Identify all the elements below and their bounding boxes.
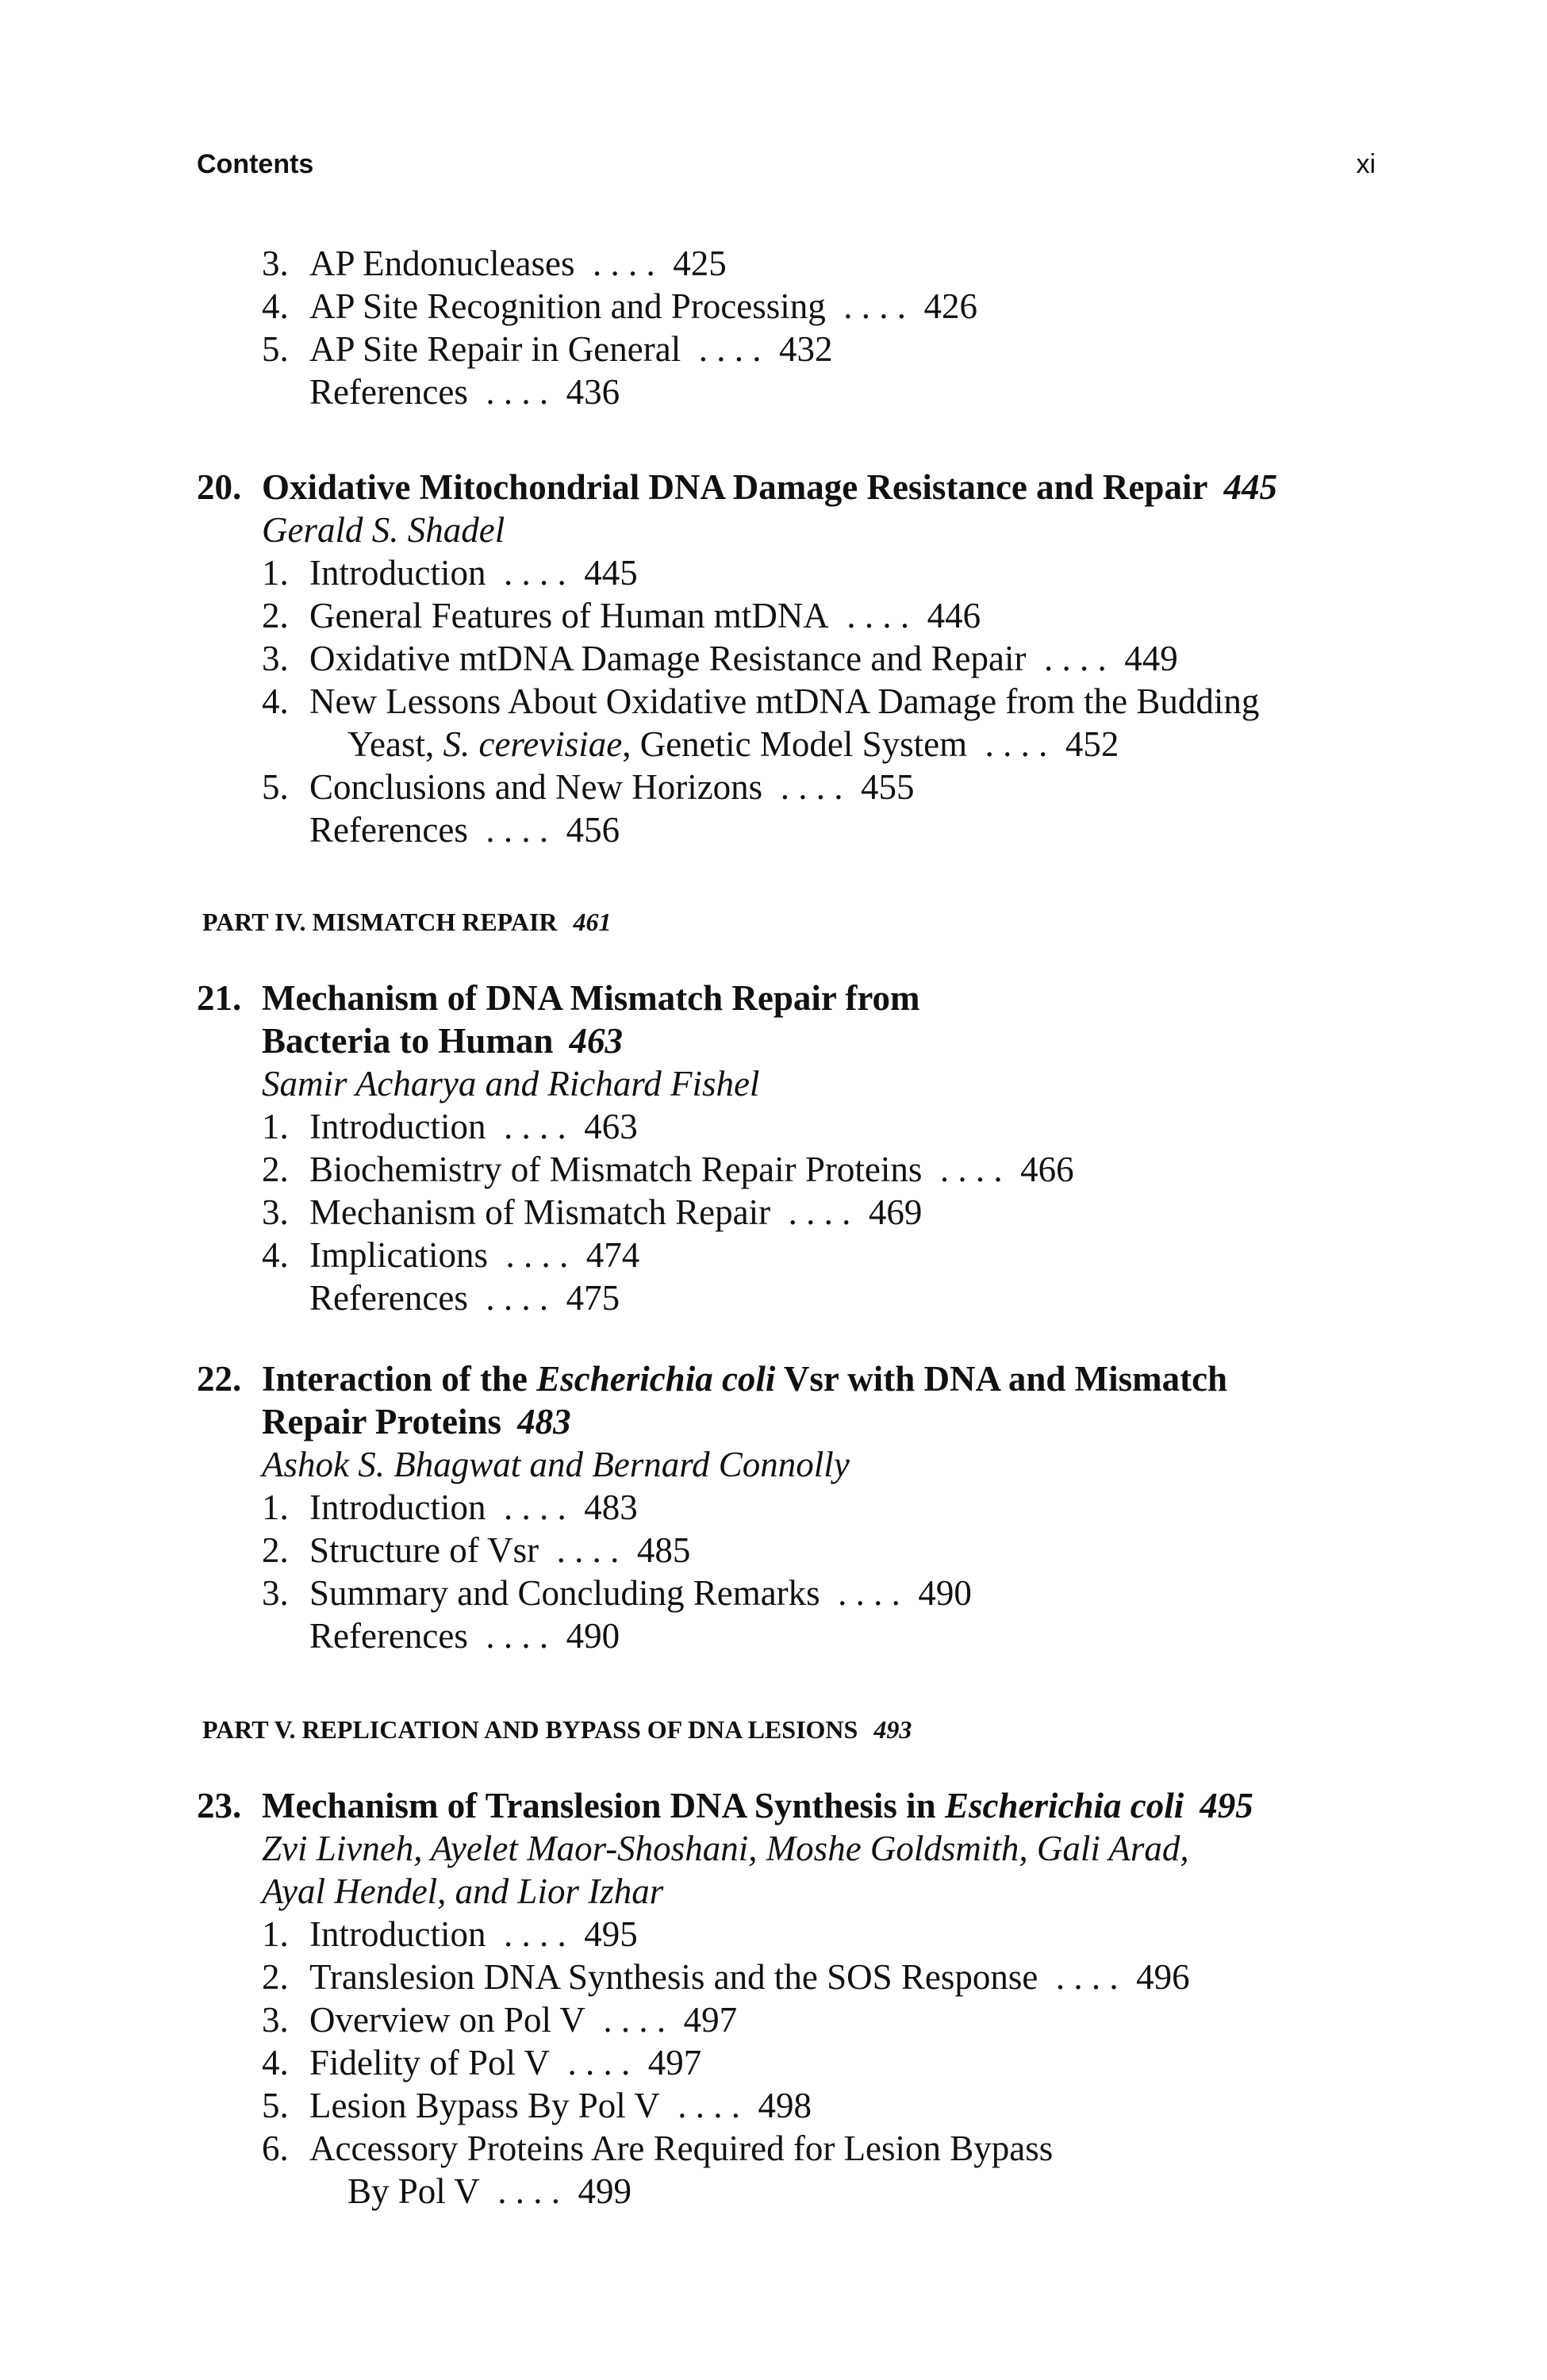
toc-references[interactable]: References . . . . 490 [309,1616,620,1656]
toc-entry[interactable]: 2. Translesion DNA Synthesis and the SOS Response . . . . 496 [262,1957,1190,1997]
chapter-author: Zvi Livneh, Ayelet Maor-Shoshani, Moshe Goldsmith, Gali Arad, [262,1829,1189,1868]
chapter-number: 21. [197,978,242,1018]
part-title: PART IV. MISMATCH REPAIR [202,908,558,936]
chapter-title: Interaction of the Escherichia coli Vsr with DNA and Mismatch [262,1359,1228,1399]
toc-entry[interactable]: 6. Accessory Proteins Are Required for Lesion Bypass [262,2129,1054,2168]
toc-entry[interactable]: 4. Implications . . . . 474 [262,1235,640,1275]
toc-entry[interactable]: 5. Conclusions and New Horizons . . . . 455 [262,767,915,807]
chapter-number: 23. [197,1786,242,1825]
chapter-page: 483 [517,1402,571,1441]
part-page: 461 [573,908,612,936]
toc-entry[interactable]: 3. Summary and Concluding Remarks . . . . 490 [262,1573,972,1613]
chapter-page: 495 [1200,1786,1253,1825]
chapter-page: 463 [569,1021,623,1061]
toc-entry[interactable]: 4. AP Site Recognition and Processing . . . . 426 [262,286,978,326]
toc-entry[interactable]: 2. General Features of Human mtDNA . . . . 446 [262,596,981,635]
header-title: Contents [197,149,314,179]
chapter-author: Gerald S. Shadel [262,510,505,550]
toc-entry[interactable]: 3. Oxidative mtDNA Damage Resistance and Repair . . . . 449 [262,639,1178,678]
toc-entry[interactable]: 3. Mechanism of Mismatch Repair . . . . 469 [262,1192,923,1232]
chapter-number: 20. [197,467,242,507]
toc-entry[interactable]: 4. New Lessons About Oxidative mtDNA Damage from the Budding [262,681,1260,721]
chapter-title-continuation: Repair Proteins [262,1401,509,1442]
toc-entry-continuation[interactable]: Yeast, S. cerevisiae, Genetic Model System . . . . 452 [347,724,1119,764]
toc-references[interactable]: References . . . . 475 [309,1278,620,1318]
toc-entry[interactable]: 2. Structure of Vsr . . . . 485 [262,1530,691,1570]
chapter-number: 22. [197,1359,242,1399]
chapter-author: Ashok S. Bhagwat and Bernard Connolly [262,1445,850,1484]
toc-entry[interactable]: 2. Biochemistry of Mismatch Repair Proteins . . . . 466 [262,1150,1074,1189]
running-header [197,149,1376,187]
header-page-number: xi [1356,149,1376,179]
toc-references[interactable]: References . . . . 456 [309,810,620,850]
toc-entry[interactable]: 3. AP Endonucleases . . . . 425 [262,244,727,283]
chapter-title: Mechanism of DNA Mismatch Repair from [262,978,920,1018]
chapter-title-continuation: Bacteria to Human [262,1020,561,1061]
chapter-author-continuation: Ayal Hendel, and Lior Izhar [262,1871,664,1911]
chapter-page: 445 [1223,467,1277,507]
part-page: 493 [873,1715,912,1744]
toc-entry[interactable]: 5. AP Site Repair in General . . . . 432 [262,329,833,369]
toc-entry[interactable]: 1. Introduction . . . . 483 [262,1488,638,1527]
toc-entry[interactable]: 1. Introduction . . . . 495 [262,1914,638,1954]
toc-entry[interactable]: 5. Lesion Bypass By Pol V . . . . 498 [262,2086,812,2125]
chapter-author: Samir Acharya and Richard Fishel [262,1064,760,1104]
chapter-title: Oxidative Mitochondrial DNA Damage Resistance and Repair [262,466,1215,508]
toc-entry[interactable]: 1. Introduction . . . . 445 [262,553,638,593]
toc-entry[interactable]: 4. Fidelity of Pol V . . . . 497 [262,2043,702,2082]
toc-entry-continuation[interactable]: By Pol V . . . . 499 [347,2171,631,2211]
part-title: PART V. REPLICATION AND BYPASS OF DNA LESIONS [202,1715,858,1744]
toc-references[interactable]: References . . . . 436 [309,372,620,412]
toc-entry[interactable]: 3. Overview on Pol V . . . . 497 [262,2000,738,2040]
toc-entry[interactable]: 1. Introduction . . . . 463 [262,1107,638,1146]
chapter-title: Mechanism of Translesion DNA Synthesis in Escherichia coli [262,1785,1192,1826]
